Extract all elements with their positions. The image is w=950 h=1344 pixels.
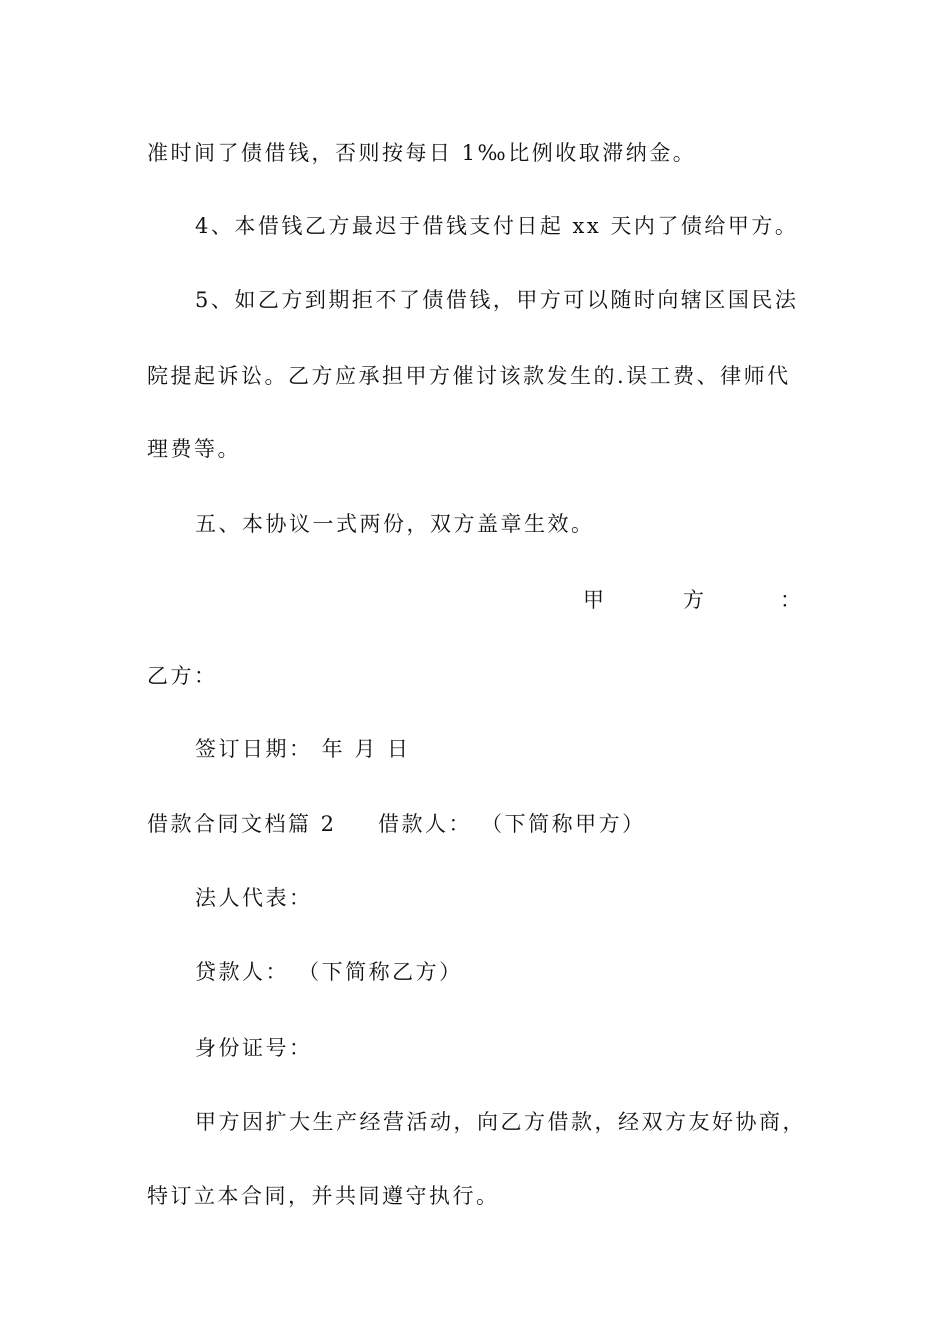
section-heading: 借款合同文档篇 2	[147, 812, 337, 836]
party-b-signature: 乙方：	[147, 664, 218, 688]
clause-5-end: 理费等。	[147, 437, 241, 461]
lender-line: 贷款人： （下简称乙方）	[195, 960, 463, 984]
party-a-signature-char-2: 方	[683, 588, 707, 612]
preamble-line-end: 特订立本合同，并共同遵守执行。	[147, 1184, 500, 1208]
party-a-signature-colon: ：	[780, 588, 804, 612]
clause-5-continued: 院提起诉讼。乙方应承担甲方催讨该款发生的.误工费、律师代	[147, 364, 791, 388]
legal-representative-line: 法人代表：	[195, 886, 313, 910]
preamble-line: 甲方因扩大生产经营活动，向乙方借款，经双方友好协商，	[195, 1110, 806, 1134]
clause-5: 5、如乙方到期拒不了债借钱，甲方可以随时向辖区国民法	[195, 288, 799, 312]
paragraph-line: 准时间了债借钱，否则按每日 1‰比例收取滞纳金。	[147, 141, 697, 165]
signing-date: 签订日期： 年 月 日	[195, 737, 411, 761]
borrower-line: 借款人： （下简称甲方）	[378, 812, 646, 836]
clause-4: 4、本借钱乙方最迟于借钱支付日起 xx 天内了债给甲方。	[195, 214, 799, 238]
article-5: 五、本协议一式两份，双方盖章生效。	[195, 512, 595, 536]
party-a-signature-char-1: 甲	[583, 588, 607, 612]
id-number-line: 身份证号：	[195, 1036, 313, 1060]
